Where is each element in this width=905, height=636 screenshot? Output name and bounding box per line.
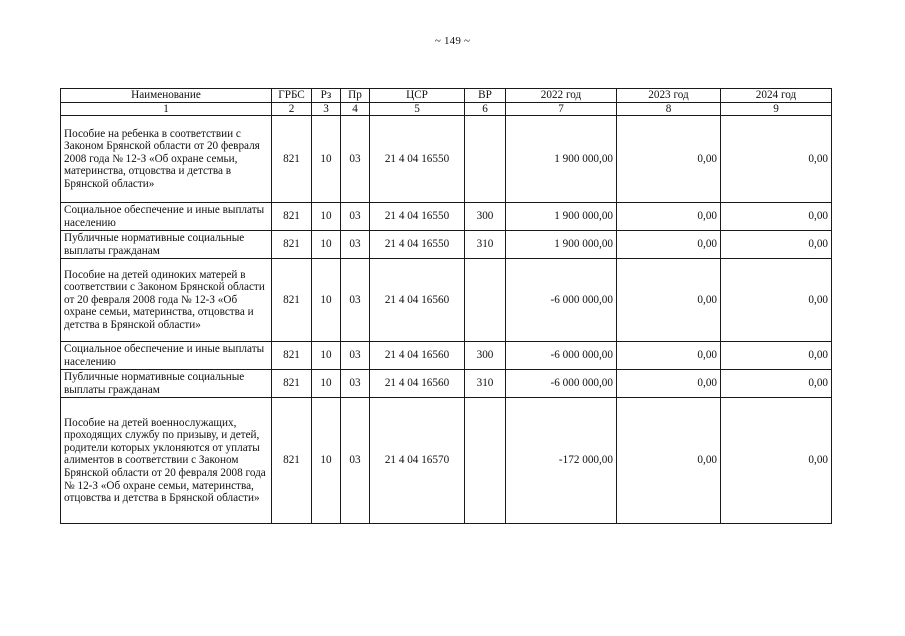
header-rz: Рз xyxy=(312,89,341,103)
row-name: Пособие на ребенка в соответствии с Законом Брянской области от 20 февраля 2008 года № 12-З «Об охране семьи, материнства, отцовства и детства в Брянской области» xyxy=(61,116,272,203)
row-vr xyxy=(465,116,506,203)
column-number: 9 xyxy=(721,102,832,116)
row-2024: 0,00 xyxy=(721,203,832,231)
header-2022: 2022 год xyxy=(506,89,617,103)
row-grbs: 821 xyxy=(272,342,312,370)
row-vr xyxy=(465,398,506,524)
table-row xyxy=(61,259,832,342)
row-2022: 1 900 000,00 xyxy=(506,231,617,259)
row-name: Публичные нормативные социальные выплаты гражданам xyxy=(61,370,272,398)
row-name: Пособие на детей одиноких матерей в соответствии с Законом Брянской области от 20 февраля 2008 года № 12-З «Об охране семьи, материнства, отцовства и детства в Брянской области» xyxy=(61,259,272,342)
row-grbs: 821 xyxy=(272,259,312,342)
row-2022: -6 000 000,00 xyxy=(506,370,617,398)
row-2023: 0,00 xyxy=(617,231,721,259)
row-rz: 10 xyxy=(312,116,341,203)
row-pr: 03 xyxy=(341,231,370,259)
row-name: Социальное обеспечение и иные выплаты населению xyxy=(61,203,272,231)
row-rz: 10 xyxy=(312,342,341,370)
row-grbs: 821 xyxy=(272,231,312,259)
table-row xyxy=(61,370,832,398)
table-row xyxy=(61,231,832,259)
header-2024: 2024 год xyxy=(721,89,832,103)
row-2024: 0,00 xyxy=(721,259,832,342)
row-grbs: 821 xyxy=(272,203,312,231)
header-pr: Пр xyxy=(341,89,370,103)
row-2022: -6 000 000,00 xyxy=(506,259,617,342)
table-row xyxy=(61,398,832,524)
row-csr: 21 4 04 16560 xyxy=(370,342,465,370)
row-2024: 0,00 xyxy=(721,398,832,524)
row-pr: 03 xyxy=(341,398,370,524)
row-2023: 0,00 xyxy=(617,259,721,342)
row-csr: 21 4 04 16550 xyxy=(370,231,465,259)
row-2023: 0,00 xyxy=(617,370,721,398)
row-name: Социальное обеспечение и иные выплаты населению xyxy=(61,342,272,370)
row-2024: 0,00 xyxy=(721,116,832,203)
column-number: 4 xyxy=(341,102,370,116)
row-2023: 0,00 xyxy=(617,398,721,524)
row-2022: 1 900 000,00 xyxy=(506,203,617,231)
row-grbs: 821 xyxy=(272,398,312,524)
row-2022: -172 000,00 xyxy=(506,398,617,524)
table-row xyxy=(61,203,832,231)
page-number: ~ 149 ~ xyxy=(434,35,471,47)
row-grbs: 821 xyxy=(272,116,312,203)
row-vr: 300 xyxy=(465,203,506,231)
column-number: 2 xyxy=(272,102,312,116)
row-pr: 03 xyxy=(341,370,370,398)
row-rz: 10 xyxy=(312,259,341,342)
row-2023: 0,00 xyxy=(617,203,721,231)
column-number: 5 xyxy=(370,102,465,116)
column-number: 1 xyxy=(61,102,272,116)
row-vr: 310 xyxy=(465,231,506,259)
row-csr: 21 4 04 16560 xyxy=(370,259,465,342)
row-2022: -6 000 000,00 xyxy=(506,342,617,370)
row-vr: 300 xyxy=(465,342,506,370)
header-row xyxy=(61,89,832,103)
row-rz: 10 xyxy=(312,398,341,524)
row-2023: 0,00 xyxy=(617,116,721,203)
row-rz: 10 xyxy=(312,370,341,398)
row-csr: 21 4 04 16550 xyxy=(370,116,465,203)
row-pr: 03 xyxy=(341,116,370,203)
column-number: 7 xyxy=(506,102,617,116)
row-vr xyxy=(465,259,506,342)
row-name: Пособие на детей военнослужащих, проходящих службу по призыву, и детей, родители которых уклоняются от уплаты алиментов в соответствии с Законом Брянской области от 20 февраля 2008 года № 12-З «Об охране семьи, материнства, отцовства и детства в Брянской области» xyxy=(61,398,272,524)
header-name: Наименование xyxy=(61,89,272,103)
row-csr: 21 4 04 16550 xyxy=(370,203,465,231)
row-csr: 21 4 04 16560 xyxy=(370,370,465,398)
header-grbs: ГРБС xyxy=(272,89,312,103)
column-number-row xyxy=(61,102,832,116)
row-2022: 1 900 000,00 xyxy=(506,116,617,203)
budget-table xyxy=(60,88,832,524)
row-pr: 03 xyxy=(341,203,370,231)
column-number: 6 xyxy=(465,102,506,116)
header-csr: ЦСР xyxy=(370,89,465,103)
row-pr: 03 xyxy=(341,259,370,342)
row-csr: 21 4 04 16570 xyxy=(370,398,465,524)
header-vr: ВР xyxy=(465,89,506,103)
table-row xyxy=(61,116,832,203)
header-2023: 2023 год xyxy=(617,89,721,103)
column-number: 3 xyxy=(312,102,341,116)
table-row xyxy=(61,342,832,370)
row-grbs: 821 xyxy=(272,370,312,398)
row-vr: 310 xyxy=(465,370,506,398)
row-rz: 10 xyxy=(312,203,341,231)
column-number: 8 xyxy=(617,102,721,116)
row-rz: 10 xyxy=(312,231,341,259)
row-2024: 0,00 xyxy=(721,370,832,398)
row-2023: 0,00 xyxy=(617,342,721,370)
row-2024: 0,00 xyxy=(721,342,832,370)
row-name: Публичные нормативные социальные выплаты гражданам xyxy=(61,231,272,259)
row-pr: 03 xyxy=(341,342,370,370)
row-2024: 0,00 xyxy=(721,231,832,259)
